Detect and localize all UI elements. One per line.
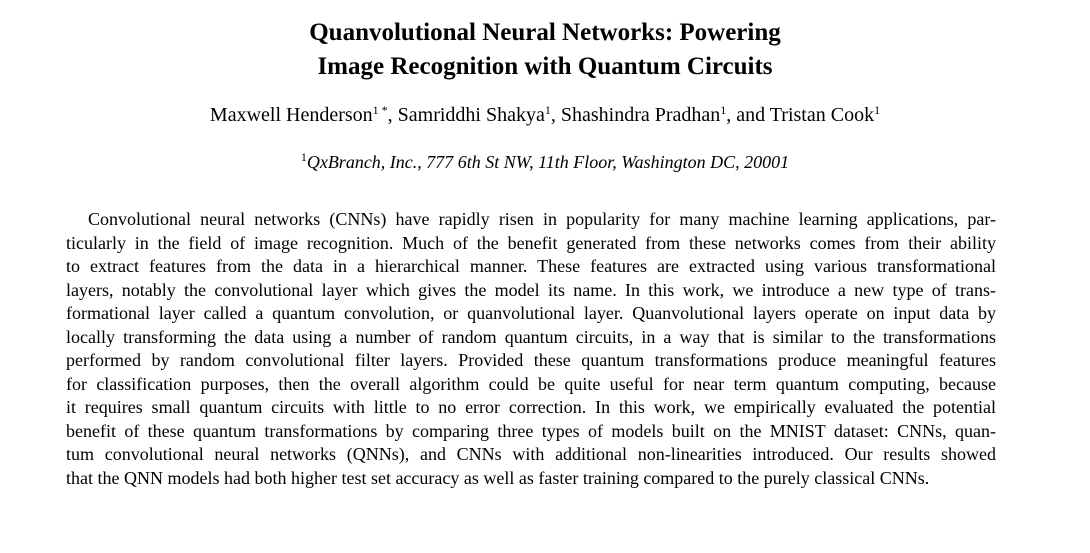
author-name: Maxwell Henderson	[209, 104, 373, 126]
abstract-line: performed by random convolutional filter layers. Provided these quantum transformations produce meaningful features	[66, 350, 996, 370]
abstract-line: benefit of these quantum transformations by comparing three types of models built on the MNIST dataset: CNNs, quan-	[66, 420, 996, 441]
abstract	[66, 208, 996, 490]
abstract-line: layers, notably the convolutional layer which gives the model its name. In this work, we introduce a new type of trans-	[66, 279, 996, 300]
author-affiliation-mark: 1 *	[372, 103, 388, 117]
affiliation-text: QxBranch, Inc., 777 6th St NW, 11th Floor, Washington DC, 20001	[306, 152, 790, 172]
author-separator: ,	[550, 104, 561, 126]
affiliation	[0, 150, 1090, 174]
abstract-line: that the QNN models had both higher test set accuracy as well as faster training compared to the purely classical CNNs.	[66, 467, 930, 488]
author-name: Shashindra Pradhan	[560, 104, 721, 126]
author-affiliation-mark: 1	[720, 103, 727, 117]
abstract-line: to extract features from the data in a hierarchical manner. These features are extracted using various transformational	[66, 256, 996, 276]
author-separator: , and	[726, 104, 770, 126]
abstract-line: for classification purposes, then the overall algorithm could be quite useful for near term quantum computing, because	[66, 373, 996, 394]
abstract-line: it requires small quantum circuits with little to no error correction. In this work, we empirically evaluated the potential	[66, 397, 996, 417]
abstract-line: Convolutional neural networks (CNNs) have rapidly risen in popularity for many machine learning applications, par-	[88, 209, 996, 229]
author-affiliation-mark: 1	[544, 103, 551, 117]
abstract-line: formational layer called a quantum convolution, or quanvolutional layer. Quanvolutional layers operate on input data by	[66, 303, 996, 323]
author-list	[0, 102, 1090, 128]
abstract-line: locally transforming the data using a number of random quantum circuits, in a way that is similar to the transformations	[66, 326, 996, 347]
author-affiliation-mark: 1	[874, 103, 881, 117]
author-name: Samriddhi Shakya	[397, 104, 545, 126]
title-line: Image Recognition with Quantum Circuits	[317, 53, 773, 80]
abstract-line: ticularly in the field of image recognition. Much of the benefit generated from these networks comes from their ability	[66, 232, 996, 253]
author-name: Tristan Cook	[769, 104, 875, 126]
title-line: Quanvolutional Neural Networks: Powering	[309, 19, 781, 46]
title-block	[0, 16, 1090, 84]
author-separator: ,	[387, 104, 398, 126]
abstract-line: tum convolutional neural networks (QNNs), and CNNs with additional non-linearities introduced. Our results showed	[66, 444, 996, 464]
affiliation-mark: 1	[300, 150, 307, 164]
